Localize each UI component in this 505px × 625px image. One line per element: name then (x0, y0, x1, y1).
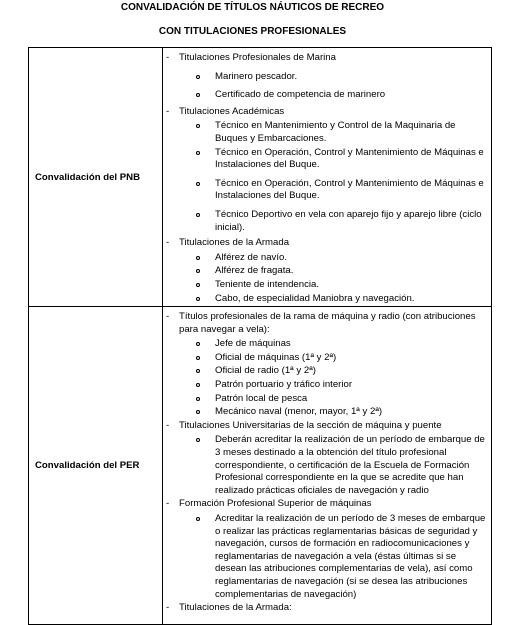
list-item (163, 338, 487, 351)
document-title: CONVALIDACIÓN DE TÍTULOS NÁUTICOS DE RECREO (120, 2, 385, 13)
section-heading (163, 52, 487, 65)
circle-bullet-icon (196, 93, 200, 97)
circle-bullet-icon (196, 297, 200, 301)
list-item (163, 434, 487, 497)
dash-bullet: - (166, 498, 170, 510)
list-item (163, 209, 487, 234)
section-heading (163, 498, 487, 511)
list-item-text: Patrón portuario y tráfico interior (215, 379, 353, 391)
circle-bullet-icon (196, 269, 200, 273)
table-row-pnb (29, 48, 492, 307)
section-heading-text: Titulaciones Profesionales de Marina (179, 52, 336, 63)
section-heading (163, 602, 487, 615)
dash-bullet: - (166, 237, 170, 249)
dash-bullet: - (166, 602, 170, 614)
list-item (163, 352, 487, 365)
convalidation-table (28, 47, 492, 625)
list-item (163, 120, 487, 145)
list-item-text: Técnico en Operación, Control y Mantenimiento de Máquinas e Instalaciones del Buque. (215, 146, 484, 171)
circle-bullet-icon (196, 342, 200, 346)
list-item-text: Técnico en Operación, Control y Mantenimiento de Máquinas e Instalaciones del Buque. (215, 177, 484, 202)
list-item (163, 178, 487, 203)
row-label-per: Convalidación del PER (29, 307, 163, 625)
list-item (163, 252, 487, 265)
list-item (163, 393, 487, 406)
dash-bullet: - (166, 105, 170, 117)
section-heading-text: Formación Profesional Superior de máquinas (179, 498, 372, 510)
section-heading (163, 237, 487, 250)
list-item-text: Alférez de fragata. (215, 265, 294, 277)
section-heading (163, 311, 487, 336)
circle-bullet-icon (196, 517, 200, 521)
list-item-text: Acreditar la realización de un período de 3 meses de embarque o realizar las prácticas reglamentarias básicas de seguridad y navegación, cursos de formación en radiocomunicaciones y reglamentarias de navegación a vela (éstas últimas si se desean las atribuciones complementarias de vela), así como reglamentarias de navegación (si se desea las atribuciones complementarias de navegación) (215, 513, 486, 600)
list-item-text: Cabo, de especialidad Maniobra y navegación. (215, 292, 415, 304)
dash-bullet: - (166, 419, 170, 431)
section-heading-text: Títulos profesionales de la rama de máquina y radio (con atribuciones para navegar a vela): (179, 311, 476, 335)
list-item-text: Jefe de máquinas (215, 338, 291, 350)
list-item (163, 71, 487, 84)
section-heading-text: Titulaciones Académicas (179, 105, 285, 117)
circle-bullet-icon (196, 182, 200, 186)
list-item-text: Alférez de navío. (215, 251, 287, 263)
table-row-per (29, 307, 492, 625)
list-item (163, 265, 487, 278)
row-content-per (163, 307, 492, 625)
list-item-text: Teniente de intendencia. (215, 278, 320, 290)
section-heading-text: Titulaciones de la Armada (179, 237, 290, 249)
list-item (163, 147, 487, 172)
list-item (163, 279, 487, 292)
circle-bullet-icon (196, 283, 200, 287)
list-item-text: Técnico Deportivo en vela con aparejo fijo y aparejo libre (ciclo inicial). (215, 208, 482, 233)
circle-bullet-icon (196, 151, 200, 155)
section-heading (163, 420, 487, 433)
list-item (163, 293, 487, 306)
circle-bullet-icon (196, 438, 200, 442)
list-item-text: Deberán acreditar la realización de un período de embarque de 3 meses destinado a la obtención del título profesional correspondiente, o certificación de la Escuela de Formación Profesional correspondiente en la que se acredite que han realizado prácticas oficiales de navegación y radio (215, 434, 485, 496)
dash-bullet: - (166, 311, 170, 323)
list-item-text: Oficial de radio (1ª y 2ª) (215, 365, 316, 377)
circle-bullet-icon (196, 397, 200, 401)
list-item (163, 379, 487, 392)
list-item-text: Patrón local de pesca (215, 392, 308, 404)
list-item-text: Mecánico naval (menor, mayor, 1ª y 2ª) (215, 406, 383, 418)
section-heading-text: Titulaciones Universitarias de la sección de máquina y puente (179, 419, 442, 431)
row-content-pnb (163, 48, 492, 307)
list-item-text: Certificado de competencia de marinero (215, 89, 386, 101)
list-item (163, 89, 487, 102)
section-heading (163, 106, 487, 119)
list-item-text: Técnico en Mantenimiento y Control de la Maquinaria de Buques y Embarcaciones. (215, 120, 456, 144)
row-label-pnb: Convalidación del PNB (29, 48, 163, 307)
list-item (163, 406, 487, 419)
list-item-text: Marinero pescador. (215, 70, 298, 82)
document-subtitle: CON TITULACIONES PROFESIONALES (158, 26, 347, 37)
list-item (163, 365, 487, 378)
list-item-text: Oficial de máquinas (1ª y 2ª) (215, 351, 337, 363)
circle-bullet-icon (196, 75, 200, 79)
circle-bullet-icon (196, 383, 200, 387)
circle-bullet-icon (196, 256, 200, 260)
list-item (163, 513, 487, 601)
circle-bullet-icon (196, 213, 200, 217)
circle-bullet-icon (196, 410, 200, 414)
section-heading-text: Titulaciones de la Armada: (179, 602, 292, 614)
circle-bullet-icon (196, 124, 200, 128)
dash-bullet: - (166, 52, 170, 63)
circle-bullet-icon (196, 356, 200, 360)
circle-bullet-icon (196, 369, 200, 373)
